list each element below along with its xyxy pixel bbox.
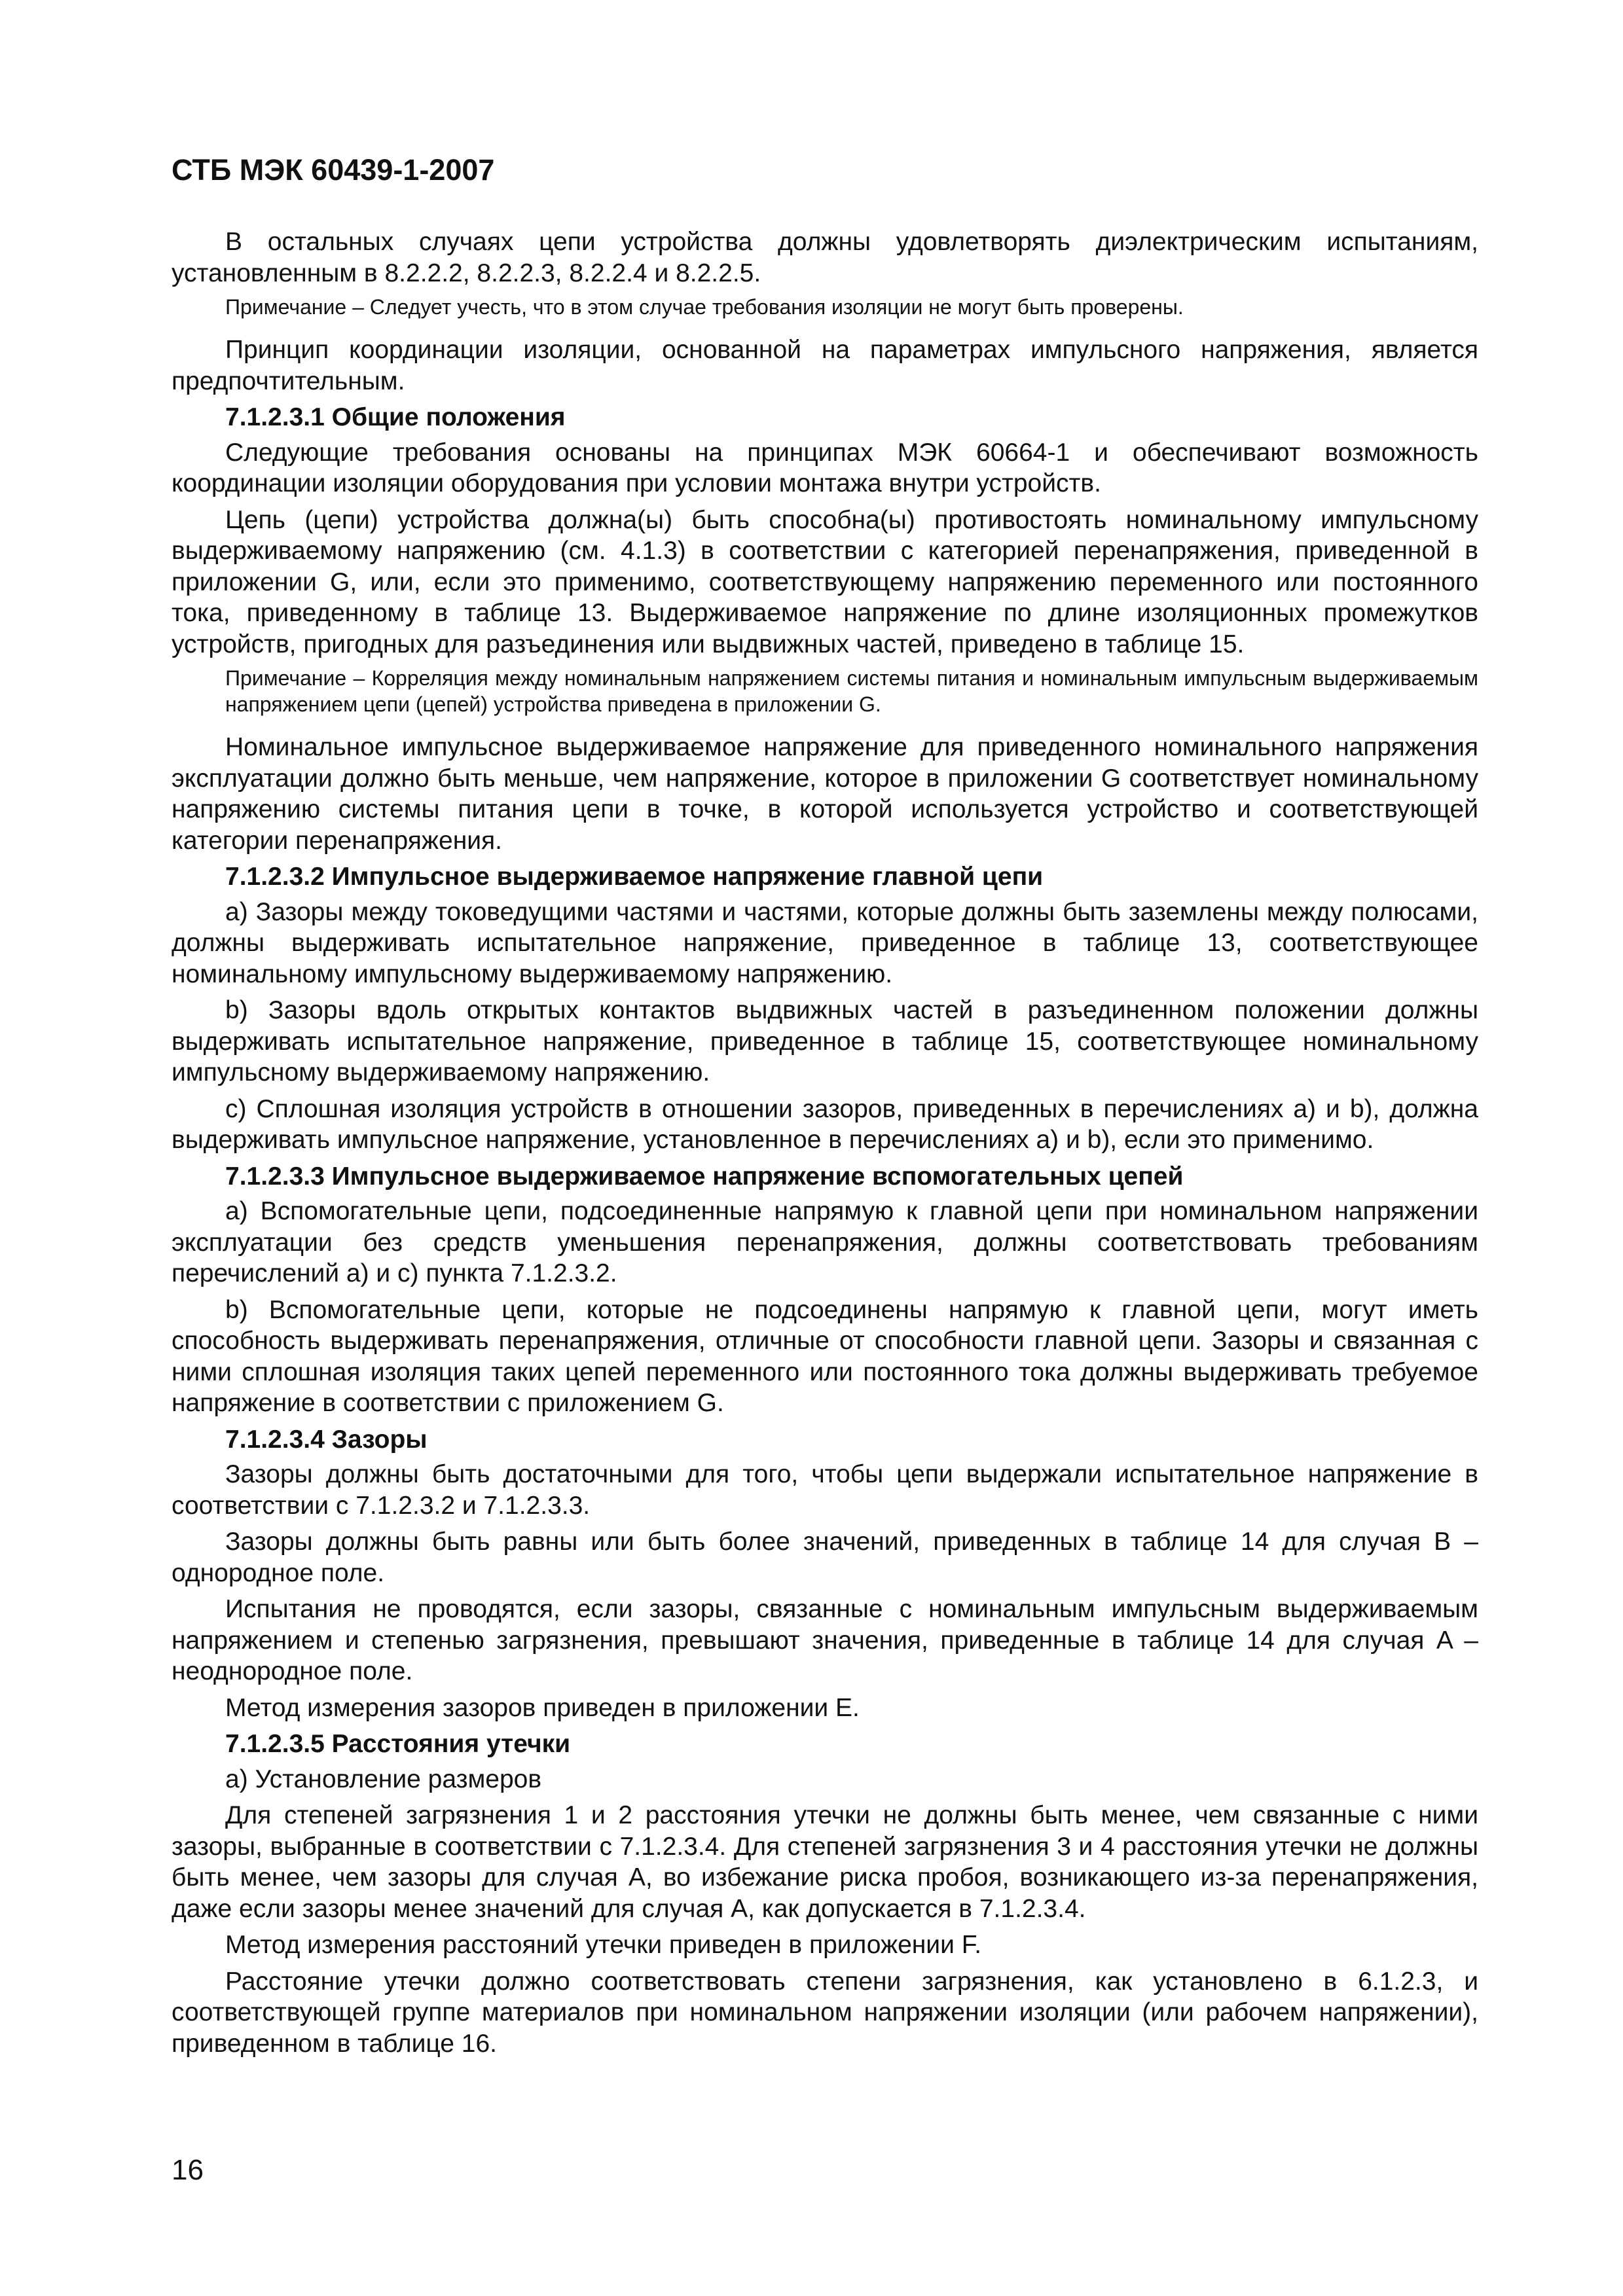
paragraph: В остальных случаях цепи устройства должны удовлетворять диэлектрическим испытаниям, установленным в 8.2.2.2, 8.2.2.3, 8.2.2.4 и 8.2.2.5. [172, 228, 1478, 287]
note: Примечание – Следует учесть, что в этом случае требования изоляции не могут быть проверены. [225, 295, 1184, 319]
paragraph: Принцип координации изоляции, основанной на параметрах импульсного напряжения, является предпочтительным. [172, 336, 1478, 395]
paragraph: Цепь (цепи) устройства должна(ы) быть способна(ы) противостоять номинальному импульсному выдерживаемому напряжению (см. 4.1.3) в соответствии с категорией перенапряжения, приведенной в приложении G, или, если это применимо, соответствующему напряжению переменного или постоянного тока, приведенному в таблице 13. Выдерживаемое напряжение по длине изоляционных промежутков устройств, пригодных для разъединения или выдвижных частей, приведено в таблице 15. [172, 505, 1478, 658]
list-item: a) Вспомогательные цепи, подсоединенные напрямую к главной цепи при номинальном напряжении эксплуатации без средств уменьшения перенапряжения, должны соответствовать требованиям перечислений a) и c) пункта 7.1.2.3.2. [172, 1197, 1478, 1287]
list-item: b) Зазоры вдоль открытых контактов выдвижных частей в разъединенном положении должны выдерживать испытательное напряжение, приведенное в таблице 15, соответствующее номинальному импульсному выдерживаемому напряжению. [172, 996, 1478, 1086]
paragraph: Номинальное импульсное выдерживаемое напряжение для приведенного номинального напряжения эксплуатации должно быть меньше, чем напряжение, которое в приложении G соответствует номинальному напряжению системы питания цепи в точке, в которой используется устройство и соответствующей категории перенапряжения. [172, 733, 1478, 855]
section-heading-7-1-2-3-4: 7.1.2.3.4 Зазоры [225, 1425, 428, 1454]
document-page [172, 152, 1478, 2064]
list-item: c) Сплошная изоляция устройств в отношении зазоров, приведенных в перечислениях a) и b), должна выдерживать импульсное напряжение, установленное в перечислениях a) и b), если это применимо. [172, 1094, 1478, 1154]
document-code-header: СТБ МЭК 60439-1-2007 [172, 153, 495, 187]
list-item: b) Вспомогательные цепи, которые не подсоединены напрямую к главной цепи, могут иметь способность выдерживать перенапряжения, отличные от способности главной цепи. Зазоры и связанная с ними сплошная изоляция таких цепей переменного или постоянного тока должны выдерживать требуемое напряжение в соответствии с приложением G. [172, 1295, 1478, 1417]
paragraph: Метод измерения зазоров приведен в приложении E. [225, 1693, 860, 1722]
paragraph: Для степеней загрязнения 1 и 2 расстояния утечки не должны быть менее, чем связанные с ними зазоры, выбранные в соответствии с 7.1.2.3.4. Для степеней загрязнения 3 и 4 расстояния утечки не должны быть менее, чем зазоры для случая A, во избежание риска пробоя, возникающего из-за перенапряжения, даже если зазоры менее значений для случая A, как допускается в 7.1.2.3.4. [172, 1801, 1478, 1923]
section-heading-7-1-2-3-3: 7.1.2.3.3 Импульсное выдерживаемое напряжение вспомогательных цепей [225, 1162, 1184, 1191]
paragraph: Следующие требования основаны на принципах МЭК 60664-1 и обеспечивают возможность координации изоляции оборудования при условии монтажа внутри устройств. [172, 438, 1478, 497]
paragraph: Метод измерения расстояний утечки приведен в приложении F. [225, 1931, 982, 1959]
section-heading-7-1-2-3-2: 7.1.2.3.2 Импульсное выдерживаемое напряжение главной цепи [225, 863, 1044, 891]
paragraph: Зазоры должны быть достаточными для того, чтобы цепи выдержали испытательное напряжение в соответствии с 7.1.2.3.2 и 7.1.2.3.3. [172, 1460, 1478, 1520]
section-heading-7-1-2-3-5: 7.1.2.3.5 Расстояния утечки [225, 1730, 571, 1758]
page-number: 16 [172, 2154, 204, 2186]
paragraph: Испытания не проводятся, если зазоры, связанные с номинальным импульсным выдерживаемым напряжением и степенью загрязнения, превышают значения, приведенные в таблице 14 для случая A – неоднородное поле. [172, 1595, 1478, 1685]
list-item: a) Зазоры между токоведущими частями и частями, которые должны быть заземлены между полюсами, должны выдерживать испытательное напряжение, приведенное в таблице 13, соответствующее номинальному импульсному выдерживаемому напряжению. [172, 897, 1478, 988]
note: Примечание – Корреляция между номинальным напряжением системы питания и номинальным импульсным выдерживаемым напряжением цепи (цепей) устройства приведена в приложении G. [225, 666, 1478, 716]
paragraph: Расстояние утечки должно соответствовать степени загрязнения, как установлено в 6.1.2.3, и соответствующей группе материалов при номинальном напряжении изоляции (или рабочем напряжении), приведенном в таблице 16. [172, 1967, 1478, 2058]
section-heading-7-1-2-3-1: 7.1.2.3.1 Общие положения [225, 403, 566, 431]
list-item: a) Установление размеров [225, 1765, 542, 1793]
paragraph: Зазоры должны быть равны или быть более значений, приведенных в таблице 14 для случая B – однородное поле. [172, 1528, 1478, 1587]
